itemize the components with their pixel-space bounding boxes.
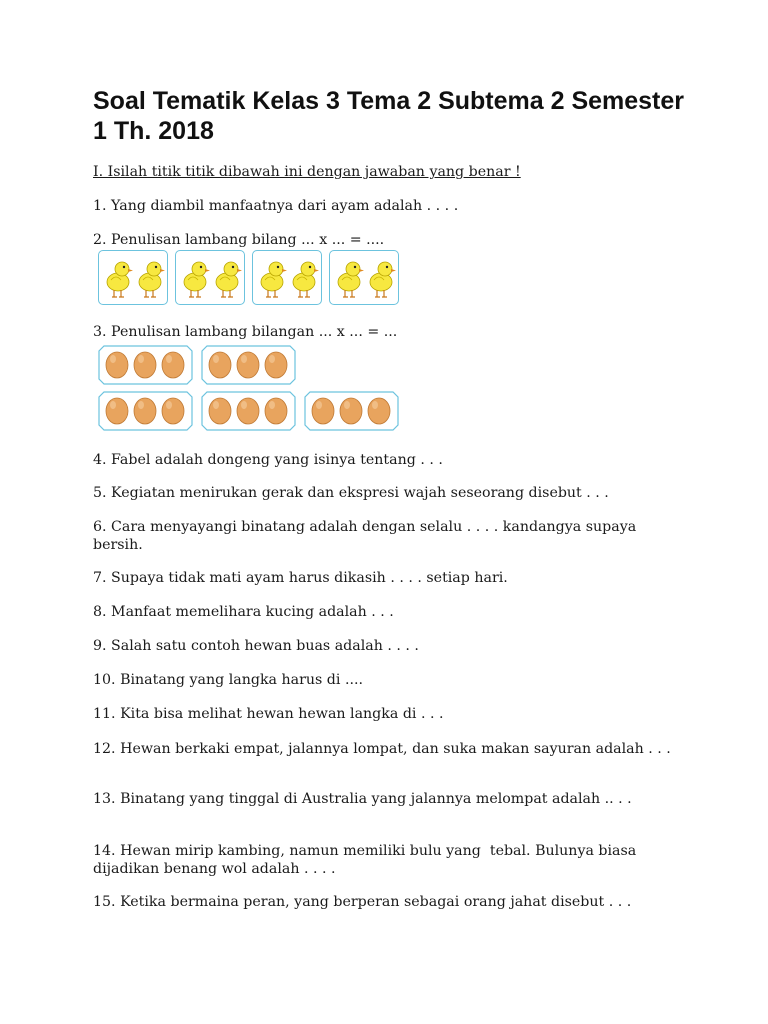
document-title: Soal Tematik Kelas 3 Tema 2 Subtema 2 Semester 1 Th. 2018 <box>93 87 685 145</box>
egg-icon <box>209 398 231 424</box>
chick-icon <box>184 262 210 297</box>
egg-icon <box>134 352 156 378</box>
question-12: 12. Hewan berkaki empat, jalannya lompat, dan suka makan sayuran adalah . . . <box>93 741 671 757</box>
question-3: 3. Penulisan lambang bilangan ... x ... = ... <box>93 324 398 340</box>
egg-group-box <box>98 391 193 431</box>
egg-icon <box>134 398 156 424</box>
question-5: 5. Kegiatan menirukan gerak dan ekspresi wajah seseorang disebut . . . <box>93 485 609 501</box>
question-6: 6. Cara menyayangi binatang adalah dengan selalu . . . . kandangya supaya bersih. <box>93 519 641 553</box>
chick-group-box <box>252 250 322 305</box>
question-9: 9. Salah satu contoh hewan buas adalah . . . . <box>93 638 419 654</box>
egg-icon <box>237 352 259 378</box>
egg-group-box <box>201 391 296 431</box>
chick-icon <box>338 262 364 297</box>
egg-icon <box>106 398 128 424</box>
egg-icon <box>106 352 128 378</box>
question-10: 10. Binatang yang langka harus di .... <box>93 672 363 688</box>
question-1: 1. Yang diambil manfaatnya dari ayam adalah . . . . <box>93 198 459 214</box>
chick-group-box <box>329 250 399 305</box>
egg-icon <box>265 352 287 378</box>
chick-icon <box>261 262 287 297</box>
egg-group-box <box>201 345 296 385</box>
chick-icon <box>216 262 242 297</box>
egg-icon <box>340 398 362 424</box>
question-15: 15. Ketika bermaina peran, yang berperan sebagai orang jahat disebut . . . <box>93 894 632 910</box>
question-13: 13. Binatang yang tinggal di Australia yang jalannya melompat adalah .. . . <box>93 791 632 807</box>
instruction-text: I. Isilah titik titik dibawah ini dengan jawaban yang benar ! <box>93 164 521 180</box>
egg-icon <box>162 352 184 378</box>
chick-icon <box>139 262 165 297</box>
egg-icon <box>209 352 231 378</box>
egg-icon <box>162 398 184 424</box>
egg-icon <box>237 398 259 424</box>
question-2: 2. Penulisan lambang bilang ... x ... = .... <box>93 232 385 248</box>
chick-icon <box>293 262 319 297</box>
chick-icon <box>107 262 133 297</box>
chick-group-box <box>175 250 245 305</box>
question-8: 8. Manfaat memelihara kucing adalah . . . <box>93 604 394 620</box>
chick-group-box <box>98 250 168 305</box>
egg-icon <box>265 398 287 424</box>
egg-icon <box>312 398 334 424</box>
question-4: 4. Fabel adalah dongeng yang isinya tentang . . . <box>93 452 443 468</box>
question-14: 14. Hewan mirip kambing, namun memiliki bulu yang tebal. Bulunya biasa dijadikan benang wol adalah . . . . <box>93 843 641 877</box>
question-11: 11. Kita bisa melihat hewan hewan langka di . . . <box>93 706 444 722</box>
egg-group-box <box>98 345 193 385</box>
egg-group-box <box>304 391 399 431</box>
chick-icon <box>370 262 396 297</box>
egg-icon <box>368 398 390 424</box>
question-7: 7. Supaya tidak mati ayam harus dikasih . . . . setiap hari. <box>93 570 508 586</box>
